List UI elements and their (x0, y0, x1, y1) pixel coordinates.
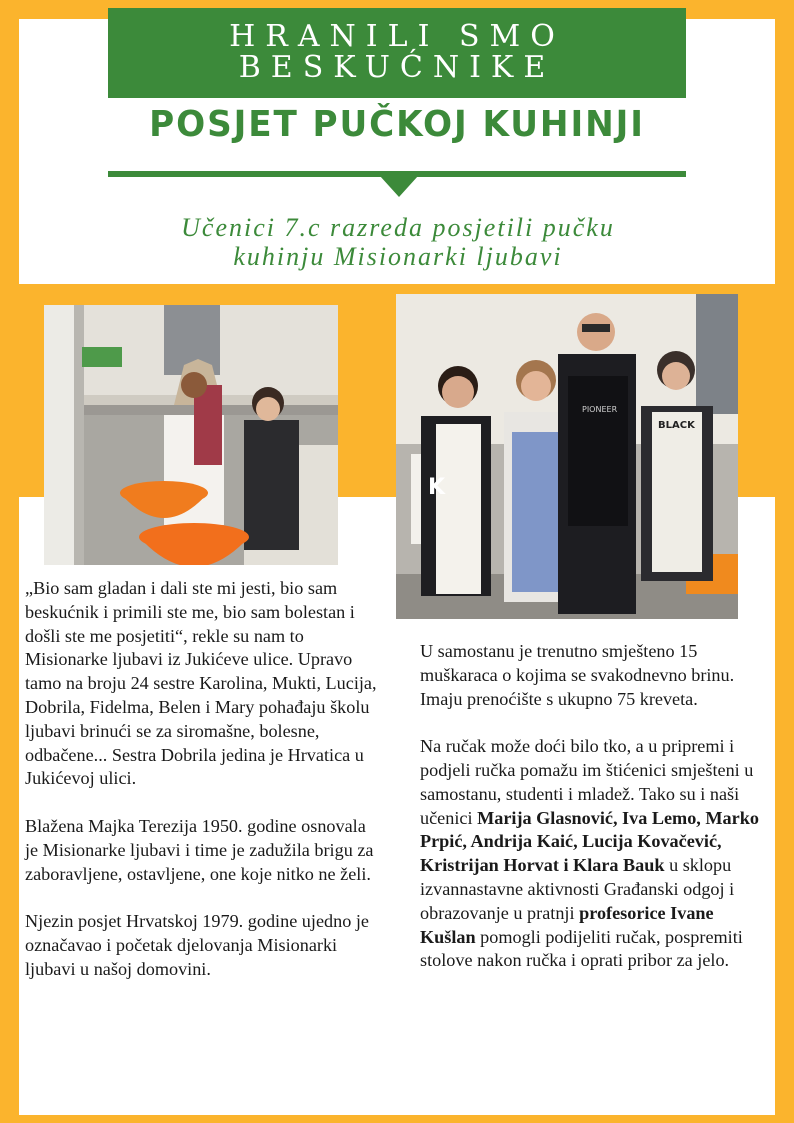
shirt-letter: K (428, 475, 446, 500)
banner-line-2: BESKUĆNIKE (238, 50, 556, 85)
top-banner (108, 8, 686, 98)
paragraph-intro: Na ručak može doći bilo tko, a u pripremi i podjeli ručka pomažu im štićenici smješteni u samostanu, studenti i mladež. Tako su i naši učenici (420, 736, 754, 828)
right-paragraph-1: U samostanu je trenutno smješteno 15 muškaraca o kojima se svakodnevno brinu. Imaju prenoćište s ukupno 75 kreveta. (420, 641, 735, 709)
left-column (25, 577, 377, 1005)
apron-label-black: BLACK (658, 420, 695, 431)
subtitle-line-2: kuhinju Misionarki ljubavi (233, 242, 563, 271)
students-photo (396, 294, 738, 619)
banner-line-1: HRANILI SMO (229, 19, 565, 54)
page-title: POSJET PUČKOJ KUHINJI (149, 104, 645, 145)
student-names: Marija Glasnović, Iva Lemo, Marko Prpić, Andrija Kaić, Lucija Kovačević, Kristrijan Horvat i Klara Bauk (420, 807, 759, 876)
teacher-name: profesorice Ivane Kušlan (420, 902, 714, 947)
right-column (420, 640, 760, 997)
right-paragraph-2 (420, 735, 760, 973)
apron-label-pioneer: PIONEER (582, 405, 618, 414)
paragraph-middle: u sklopu izvannastavne aktivnosti Građanski odgoj i obrazovanje u pratnji (420, 855, 735, 923)
left-paragraph-3: Njezin posjet Hrvatskoj 1979. godine ujedno je označavao i početak djelovanja Misionarki ljubavi u našoj domovini. (25, 911, 369, 979)
kitchen-photo (44, 305, 338, 565)
subtitle-line-1: Učenici 7.c razreda posjetili pučku (181, 213, 615, 242)
left-paragraph-2: Blažena Majka Terezija 1950. godine osnovala je Misionarke ljubavi i time je zadužila brigu za zaboravljene, ostavljene, one koje nitko ne želi. (25, 815, 374, 884)
subtitle (60, 213, 736, 271)
left-paragraph-1: „Bio sam gladan i dali ste mi jesti, bio sam beskućnik i primili ste me, bio sam bolestan i došli ste me posjetiti“, rekle su nam to Misionarke ljubavi iz Jukićeve ulice. Upravo tamo na broju 24 sestre Karolina, Mukti, Lucija, Dobrila, Fidelma, Belen i Mary pohađaju školu ljubavi brinući se za siromašne, bolesne, odbačene... Sestra Dobrila jedina je Hrvatica u Jukićevoj ulici. (25, 578, 377, 789)
pointer-triangle (380, 176, 418, 197)
paragraph-end: pomogli podijeliti ručak, pospremiti stolove nakon ručka i oprati pribor za jelo. (420, 926, 743, 971)
